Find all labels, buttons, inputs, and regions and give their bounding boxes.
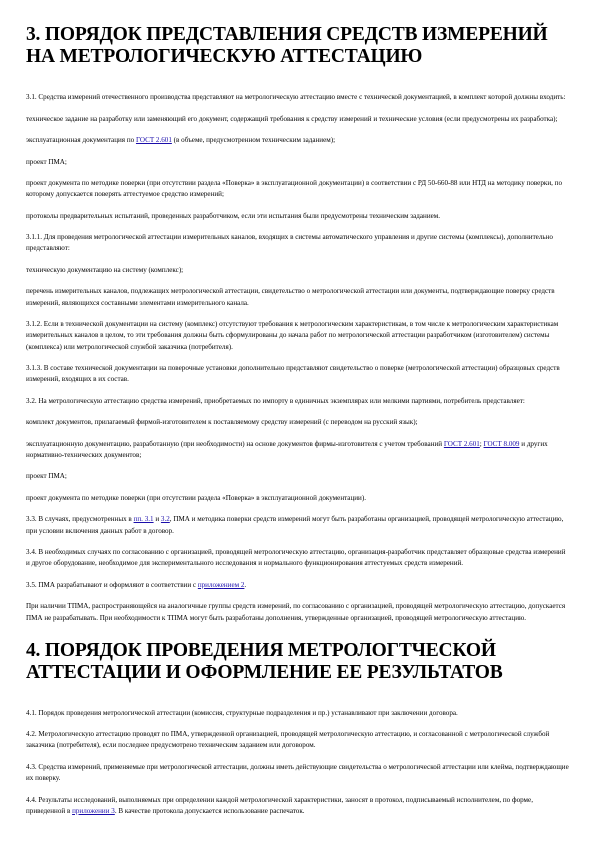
paragraph-4-2: 4.2. Метрологическую аттестацию проводят по ПМА, утвержденной организацией, проводящей метрологическую аттестацию, и согласованной с метрологической службой заказчика (потребителя), если последнее предусмотрено техническим заданием или договором. [26,730,550,750]
paragraph-4-1: 4.1. Порядок проведения метрологической аттестации (комиссия, структурные подразделения и пр.) устанавливают при заключении договора. [26,708,458,717]
text: 3.3. В случаях, предусмотренных в [26,515,134,524]
paragraph-document-set: комплект документов, прилагаемый фирмой-изготовителем к поставляемому средству измерений (с переводом на русский язык); [26,418,418,427]
paragraph-3-1-1: 3.1.1. Для проведения метрологической аттестации измерительных каналов, входящих в системы автоматического управления и другие системы (комплексы), дополнительно представляют: [26,233,553,253]
text: ; [479,439,484,448]
paragraph-4-3: 4.3. Средства измерений, применяемые при метрологической аттестации, должны иметь действующие свидетельства о метрологической аттестации или клейма, подтверждающие их поверку. [26,762,569,783]
paragraph-tpma: При наличии ТПМА, распространяющейся на аналогичные группы средств измерений, по согласованию с организацией, проводящей метрологическую аттестацию, допускается ПМА не разрабатывать. При необходимости к ТПМА могут быть разработаны дополнения, утвержденные организацией, проводящей метрологическую аттестацию. [26,602,566,622]
appendix-2-link[interactable]: приложением 2 [197,580,245,589]
paragraph-4-4 [26,795,569,817]
paragraph-operational-docs-import [26,439,569,461]
text: 4.4. Результаты исследований, выполняемых при определении каждой метрологической характеристики, заносят в протокол, подписываемый исполнителем, по форме, приведенной в [26,795,533,815]
gost-2-601-link[interactable]: ГОСТ 2.601 [443,439,480,448]
paragraph-3-5 [26,580,569,591]
paragraph-test-protocols: протоколы предварительных испытаний, проведенных разработчиком, если эти испытания были предусмотрены техническим заданием. [26,211,441,220]
text: эксплуатационная документация по [26,136,136,144]
paragraph-3-1-3: 3.1.3. В составе технической документации на поверочные установки дополнительно представляют свидетельство о поверке (метрологической аттестации) образцовых средств измерений, входящих в их состав. [26,364,560,384]
text: эксплуатационную документацию, разработанную (при необходимости) на основе документов фирмы-изготовителя с учетом требований [26,439,444,448]
text: и других нормативно-технических документов; [26,439,548,459]
paragraph-3-4: 3.4. В необходимых случаях по согласованию с организацией, проводящей метрологическую аттестацию, организация-разработчик представляет образцовые средства измерений и другое оборудование, необходимое для экспериментального исследования и нормального функционирования аттестуемых средств измерений. [26,548,566,568]
text: (в объеме, предусмотренном техническим заданием); [171,136,336,144]
text: и [153,515,161,524]
paragraph-pma-project: проект ПМА; [26,157,67,166]
text: . [244,580,247,589]
gost-8-009-link[interactable]: ГОСТ 8.009 [483,439,520,448]
paragraph-channel-list: перечень измерительных каналов, подлежащих метрологической аттестации, свидетельство о метрологической аттестации или документы, подтверждающие поверку средств измерений, являющихся составными элементами измерительного канала. [26,287,555,307]
section-3-heading: 3. ПОРЯДОК ПРЕДСТАВЛЕНИЯ СРЕДСТВ ИЗМЕРЕНИЙ НА МЕТРОЛОГИЧЕСКУЮ АТТЕСТАЦИЮ [26,24,548,67]
paragraph-3-3 [26,514,569,536]
paragraph-verification-doc: проект документа по методике поверки (при отсутствии раздела «Поверка» в эксплуатационной документации). [26,493,366,502]
text: 3.5. ПМА разрабатывают и оформляют в соответствии с [26,580,198,589]
clause-3-2-link[interactable]: 3.2 [160,515,170,524]
paragraph-system-docs: техническую документацию на систему (комплекс); [26,265,184,274]
paragraph-pma-project-2: проект ПМА; [26,472,67,481]
section-4-heading: 4. ПОРЯДОК ПРОВЕДЕНИЯ МЕТРОЛОГТЧЕСКОЙ АТТЕСТАЦИИ И ОФОРМЛЕНИЕ ЕЕ РЕЗУЛЬТАТОВ [26,639,503,683]
paragraph-3-1: 3.1. Средства измерений отечественного производства представляют на метрологическую аттестацию вместе с технической документацией, в комплект которой должны входить: [26,93,566,101]
paragraph-operational-docs [26,135,569,146]
paragraph-verification-method: проект документа по методике поверки (при отсутствии раздела «Поверка» в эксплуатационной документации) в соответствии с РД 50-660-88 или НТД на методику поверки, по которому допускается поверять аттестуемое средство измерений; [26,179,563,199]
text: . В качестве протокола допускается использование распечаток. [114,806,305,815]
paragraph-3-2: 3.2. На метрологическую аттестацию средства измерений, приобретаемых по импорту в единичных экземплярах или мелкими партиями, потребитель представляет: [26,396,525,405]
paragraph-tech-spec: техническое задание на разработку или заменяющий его документ, содержащий требования к средству измерений и технические условия (если предусмотрены их разработка); [26,114,558,123]
appendix-3-link[interactable]: приложении 3 [72,806,115,815]
gost-2-601-link[interactable]: ГОСТ 2.601 [135,136,172,144]
paragraph-3-1-2: 3.1.2. Если в технической документации на систему (комплекс) отсутствуют требования к метрологическим характеристикам, в том числе к метрологическим характеристикам измерительных каналов в целом, то эти требования должны быть сформулированы до начала работ по метрологической аттестации разработчиком (изготовителем) системы (комплекса) или метрологической службой заказчика (потребителя). [26,320,559,351]
text: , ПМА и методика поверки средств измерений могут быть разработаны организацией, проводящей метрологическую аттестацию, при условии включения данных работ в договор. [26,515,564,535]
clause-3-1-link[interactable]: пп. 3.1 [133,515,154,524]
